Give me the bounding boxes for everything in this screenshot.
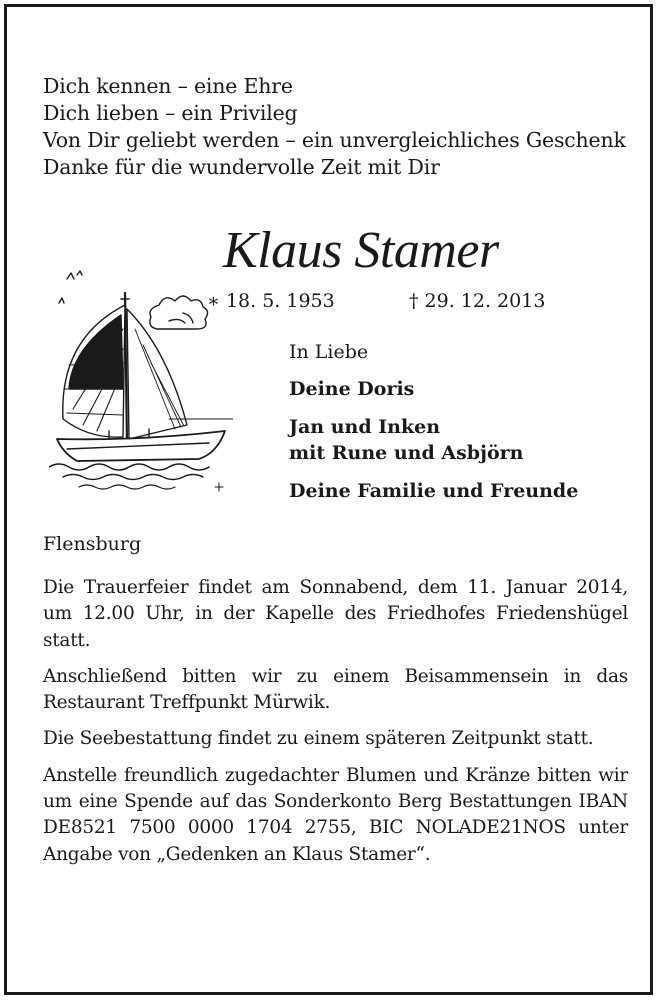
mourner-line: Deine Familie und Freunde — [289, 480, 579, 502]
donation-paragraph: Anstelle freundlich zugedachter Blumen und Kränze bitten wir um eine Spende auf das Sonderkonto Berg Bestattungen IBAN DE8521 7500 0000 1704 2755, BIC NOLADE21NOS unter Angabe von „Gedenken an Klaus Stamer“. — [43, 764, 628, 865]
deceased-name: Klaus Stamer — [223, 222, 499, 279]
burial-at-sea-paragraph: Die Seebestattung findet zu einem späteren Zeitpunkt statt. — [43, 728, 594, 750]
mourner-group — [289, 478, 578, 504]
gathering-paragraph: Anschließend bitten wir zu einem Beisammensein in das Restaurant Treffpunkt Mürwik. — [43, 665, 628, 714]
mourner-group — [289, 376, 578, 402]
birth-date: ∗ 18. 5. 1953 — [207, 290, 335, 312]
poem-line: Danke für die wundervolle Zeit mit Dir — [43, 155, 440, 179]
place-name: Flensburg — [43, 533, 142, 555]
mourner-group — [289, 414, 578, 466]
death-date: † 29. 12. 2013 — [409, 290, 546, 312]
obituary-notice — [4, 4, 653, 995]
memorial-poem — [43, 73, 626, 181]
mourners-intro: In Liebe — [289, 341, 369, 363]
poem-line: Dich lieben – ein Privileg — [43, 101, 298, 125]
mourner-line: mit Rune und Asbjörn — [289, 442, 524, 464]
poem-line: Von Dir geliebt werden – ein unvergleichliches Geschenk — [43, 128, 626, 152]
notice-body — [43, 575, 628, 878]
mourner-line: Jan und Inken — [289, 416, 441, 438]
mourner-line: Deine Doris — [289, 378, 415, 400]
poem-line: Dich kennen – eine Ehre — [43, 74, 293, 98]
funeral-paragraph: Die Trauerfeier findet am Sonnabend, dem 11. Januar 2014, um 12.00 Uhr, in der Kapelle des Friedhofes Friedenshügel statt. — [43, 577, 628, 651]
sailboat-icon — [49, 269, 233, 501]
mourners-block — [289, 340, 578, 516]
